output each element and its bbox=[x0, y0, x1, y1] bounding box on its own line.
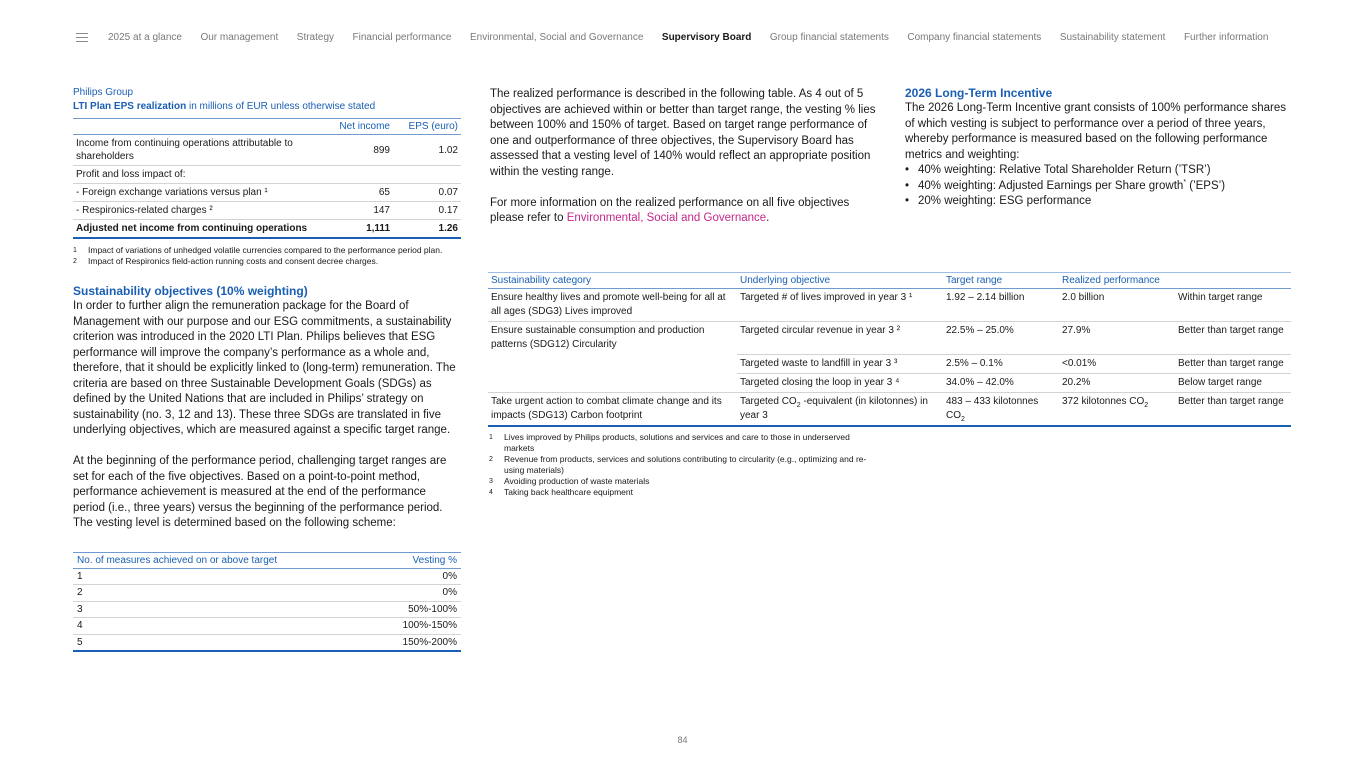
nav-item-esg[interactable]: Environmental, Social and Governance bbox=[469, 31, 644, 43]
footnote-mark: 3 bbox=[489, 477, 493, 485]
sust-realized bbox=[1059, 392, 1175, 426]
more-information-paragraph bbox=[490, 196, 880, 227]
nav-item-company-financial-statements[interactable]: Company financial statements bbox=[907, 31, 1042, 43]
bullet-text-main: 40% weighting: Adjusted Earnings per Share growth bbox=[918, 179, 1184, 192]
eps-table-caption-group: Philips Group bbox=[73, 87, 134, 98]
sust-status: Better than target range bbox=[1175, 392, 1291, 426]
table-row bbox=[73, 601, 461, 618]
footnote-text: Impact of variations of unhedged volatile currencies compared to the performance period plan. bbox=[88, 245, 443, 255]
table-row bbox=[73, 618, 461, 635]
eps-row-label: Profit and loss impact of: bbox=[73, 166, 323, 184]
eps-row-eps: 1.02 bbox=[393, 135, 461, 166]
sust-target-range: 2.5% – 0.1% bbox=[943, 354, 1059, 373]
eps-row-eps: 1.26 bbox=[393, 220, 461, 239]
co2-subscript: 2 bbox=[961, 415, 965, 423]
footnote-text: Taking back healthcare equipment bbox=[504, 486, 633, 497]
sust-objective: Targeted circular revenue in year 3 ² bbox=[737, 322, 943, 355]
eps-row-eps: 0.17 bbox=[393, 202, 461, 220]
eps-table-caption bbox=[73, 100, 461, 114]
sust-category: Ensure sustainable consumption and production patterns (SDG12) Circularity bbox=[491, 325, 705, 350]
sust-status: Below target range bbox=[1175, 373, 1291, 392]
eps-row-net: 1,111 bbox=[323, 220, 393, 239]
sust-objective-pre: Targeted CO bbox=[740, 395, 797, 407]
nav-item-sustainability-statement[interactable]: Sustainability statement bbox=[1059, 31, 1166, 43]
list-item: • 40% weighting: Adjusted Earnings per Share growth* (’EPS’) bbox=[905, 179, 1297, 195]
sust-realized: <0.01% bbox=[1059, 354, 1175, 373]
vesting-percent: 50%-100% bbox=[371, 601, 461, 618]
sust-category: Take urgent action to combat climate change and its impacts (SDG13) Carbon footprint bbox=[488, 392, 737, 426]
bullet-text bbox=[918, 179, 1225, 195]
sust-header-realized: Realized performance bbox=[1059, 273, 1175, 289]
eps-row-label: Income from continuing operations attributable to shareholders bbox=[73, 135, 323, 166]
eps-row-label: Adjusted net income from continuing operations bbox=[73, 220, 323, 239]
sust-realized: 2.0 billion bbox=[1059, 289, 1175, 322]
vesting-measures: 1 bbox=[73, 568, 371, 585]
footnote bbox=[489, 476, 869, 487]
table-row-total bbox=[73, 220, 461, 239]
eps-row-label: - Foreign exchange variations versus plan ¹ bbox=[73, 184, 323, 202]
nav-item-further-information[interactable]: Further information bbox=[1183, 31, 1269, 43]
sust-header-target-range: Target range bbox=[943, 273, 1059, 289]
vesting-scheme-table bbox=[73, 552, 461, 653]
footnote bbox=[73, 245, 461, 256]
sust-objective: Targeted waste to landfill in year 3 ³ bbox=[737, 354, 943, 373]
table-row bbox=[73, 634, 461, 651]
co2-subscript: 2 bbox=[1144, 401, 1149, 409]
eps-realization-table bbox=[73, 118, 461, 239]
footnote-text: Lives improved by Philips products, solutions and services and care to those in underserved markets bbox=[504, 431, 850, 453]
vesting-measures: 2 bbox=[73, 585, 371, 602]
sust-objective: Targeted # of lives improved in year 3 ¹ bbox=[737, 289, 943, 322]
lti-2026-heading: 2026 Long-Term Incentive bbox=[905, 86, 1053, 100]
realized-performance-paragraph: The realized performance is described in the following table. As 4 out of 5 objectives are achieved within or better than target range, the vesting % lies between 100% and 150% of target. Based on target range performance of one and outperformance of three objectives, the Supervisory Board has assessed that a vesting level of 140% would reflect an appropriate position within the vesting range. bbox=[490, 88, 876, 178]
bullet-sup: * bbox=[1183, 178, 1187, 186]
more-information-text: For more information on the realized performance on all five objectives please refer to bbox=[490, 196, 850, 224]
sust-realized: 20.2% bbox=[1059, 373, 1175, 392]
sust-header-status bbox=[1175, 273, 1291, 289]
bullet-text: 20% weighting: ESG performance bbox=[918, 195, 1092, 207]
more-information-end: . bbox=[766, 212, 770, 224]
bullet-text-suffix: (’EPS’) bbox=[1186, 179, 1226, 192]
sustainability-performance-table-wrapper bbox=[488, 272, 1291, 498]
sust-status: Within target range bbox=[1175, 289, 1291, 322]
footnote bbox=[489, 454, 869, 476]
vesting-percent: 150%-200% bbox=[371, 634, 461, 651]
list-item: • 40% weighting: Relative Total Shareholder Return (’TSR’) bbox=[905, 163, 1297, 179]
sust-target-range-pre: 483 – 433 kilotonnes CO bbox=[946, 395, 1039, 421]
eps-header-eps: EPS (euro) bbox=[393, 119, 461, 135]
eps-row-label: - Respironics-related charges ² bbox=[73, 202, 323, 220]
sust-target-range: 34.0% – 42.0% bbox=[943, 373, 1059, 392]
footnote-text: Revenue from products, services and solutions contributing to circularity (e.g., optimizing and re-using materials) bbox=[504, 453, 867, 475]
vesting-percent: 100%-150% bbox=[371, 618, 461, 635]
eps-row-net bbox=[323, 166, 393, 184]
middle-column bbox=[490, 87, 880, 227]
sust-target-range: 22.5% – 25.0% bbox=[943, 322, 1059, 355]
eps-table-caption-bold: LTI Plan EPS realization bbox=[73, 101, 187, 112]
table-row bbox=[73, 184, 461, 202]
footnote-mark: 2 bbox=[73, 258, 77, 265]
sust-objective bbox=[737, 392, 943, 426]
top-navigation bbox=[76, 29, 1365, 45]
footnote-mark: 1 bbox=[489, 433, 493, 441]
eps-footnotes bbox=[73, 245, 461, 267]
co2-subscript: 2 bbox=[796, 401, 801, 409]
nav-item-financial-performance[interactable]: Financial performance bbox=[352, 31, 452, 43]
list-item: • 20% weighting: ESG performance bbox=[905, 194, 1297, 210]
sust-realized: 27.9% bbox=[1059, 322, 1175, 355]
table-row bbox=[73, 135, 461, 166]
lti-2026-paragraph: The 2026 Long-Term Incentive grant consists of 100% performance shares of which vesting is subject to performance over a period of three years, whereby performance is measured based on the following performance metrics and weighting: bbox=[905, 102, 1286, 161]
table-row bbox=[488, 289, 1291, 322]
vesting-header-percent: Vesting % bbox=[371, 552, 461, 568]
vesting-measures: 5 bbox=[73, 634, 371, 651]
footnote-mark: 4 bbox=[489, 488, 493, 496]
esg-link[interactable]: Environmental, Social and Governance bbox=[566, 212, 767, 224]
vesting-percent: 0% bbox=[371, 585, 461, 602]
sust-category: Ensure healthy lives and promote well-being for all at all ages (SDG3) Lives improved bbox=[488, 289, 737, 322]
nav-item-strategy[interactable]: Strategy bbox=[296, 31, 335, 43]
sust-header-category: Sustainability category bbox=[488, 273, 737, 289]
table-row bbox=[488, 322, 1291, 355]
sust-footnotes bbox=[489, 432, 869, 498]
vesting-measures: 3 bbox=[73, 601, 371, 618]
vesting-percent: 0% bbox=[371, 568, 461, 585]
left-column bbox=[73, 86, 461, 652]
sust-objective-post: -equivalent (in kilotonnes) in year 3 bbox=[740, 395, 928, 421]
sust-header-objective: Underlying objective bbox=[737, 273, 943, 289]
page-number: 84 bbox=[677, 735, 688, 745]
table-row bbox=[73, 166, 461, 184]
sustainability-objectives-heading: Sustainability objectives (10% weighting) bbox=[73, 284, 308, 298]
eps-row-net: 899 bbox=[323, 135, 393, 166]
sust-status: Better than target range bbox=[1175, 354, 1291, 373]
table-row bbox=[73, 568, 461, 585]
eps-row-eps: 0.07 bbox=[393, 184, 461, 202]
footnote-text: Avoiding production of waste materials bbox=[504, 475, 650, 486]
eps-row-net: 147 bbox=[323, 202, 393, 220]
bullet-text: 40% weighting: Relative Total Shareholder Return (’TSR’) bbox=[918, 164, 1211, 176]
table-row bbox=[73, 585, 461, 602]
eps-row-net: 65 bbox=[323, 184, 393, 202]
eps-row-eps bbox=[393, 166, 461, 184]
footnote bbox=[489, 432, 869, 454]
nav-item-our-management[interactable]: Our management bbox=[200, 31, 279, 43]
footnote-text: Impact of Respironics field-action running costs and consent decree charges. bbox=[88, 256, 379, 266]
vesting-header-measures: No. of measures achieved on or above target bbox=[73, 552, 371, 568]
sustainability-performance-table bbox=[488, 272, 1291, 427]
sust-category-empty bbox=[488, 354, 737, 373]
hamburger-menu-icon[interactable] bbox=[76, 32, 88, 42]
right-column bbox=[905, 86, 1297, 210]
sustainability-paragraph-2: At the beginning of the performance period, challenging target ranges are set for each of the five objectives. Based on a point-to-point method, performance achievement is measured at the end of the performance period (i.e., three years) versus the beginning of the performance period. The vesting level is determined based on the following scheme: bbox=[73, 455, 447, 529]
eps-header-net-income: Net income bbox=[323, 119, 393, 135]
sust-status: Better than target range bbox=[1175, 322, 1291, 355]
table-row bbox=[73, 202, 461, 220]
sust-category-empty bbox=[488, 373, 737, 392]
footnote bbox=[73, 256, 461, 267]
eps-table-caption-rest: in millions of EUR unless otherwise stated bbox=[186, 101, 376, 112]
nav-item-supervisory-board[interactable]: Supervisory Board bbox=[661, 31, 752, 43]
eps-header-label bbox=[73, 119, 323, 135]
footnote bbox=[489, 487, 869, 498]
sust-objective: Targeted closing the loop in year 3 ⁴ bbox=[737, 373, 943, 392]
vesting-measures: 4 bbox=[73, 618, 371, 635]
table-row bbox=[488, 392, 1291, 426]
sust-target-range bbox=[943, 392, 1059, 426]
nav-item-at-a-glance[interactable]: 2025 at a glance bbox=[108, 31, 182, 43]
table-row bbox=[488, 373, 1291, 392]
table-row bbox=[488, 354, 1291, 373]
footnote-mark: 2 bbox=[489, 455, 493, 463]
sust-realized-pre: 372 kilotonnes CO bbox=[1062, 395, 1145, 407]
sustainability-paragraph-1: In order to further align the remuneration package for the Board of Management with our purpose and our ESG commitments, a sustainability criterion was introduced in the 2020 LTI Plan. Philips believes that ESG performance will improve the company’s performance as a whole and, therefore, that it should be explicitly linked to (long-term) remuneration. The criteria are based on three Sustainable Development Goals (SDGs) as defined by the United Nations that are included in Philips’ strategy on sustainability (no. 3, 12 and 13). These three SDGs are translated in five underlying objectives, which are measured against a specific target range. bbox=[73, 300, 456, 436]
nav-item-group-financial-statements[interactable]: Group financial statements bbox=[769, 31, 889, 43]
sust-target-range: 1.92 – 2.14 billion bbox=[943, 289, 1059, 322]
footnote-mark: 1 bbox=[73, 247, 77, 254]
